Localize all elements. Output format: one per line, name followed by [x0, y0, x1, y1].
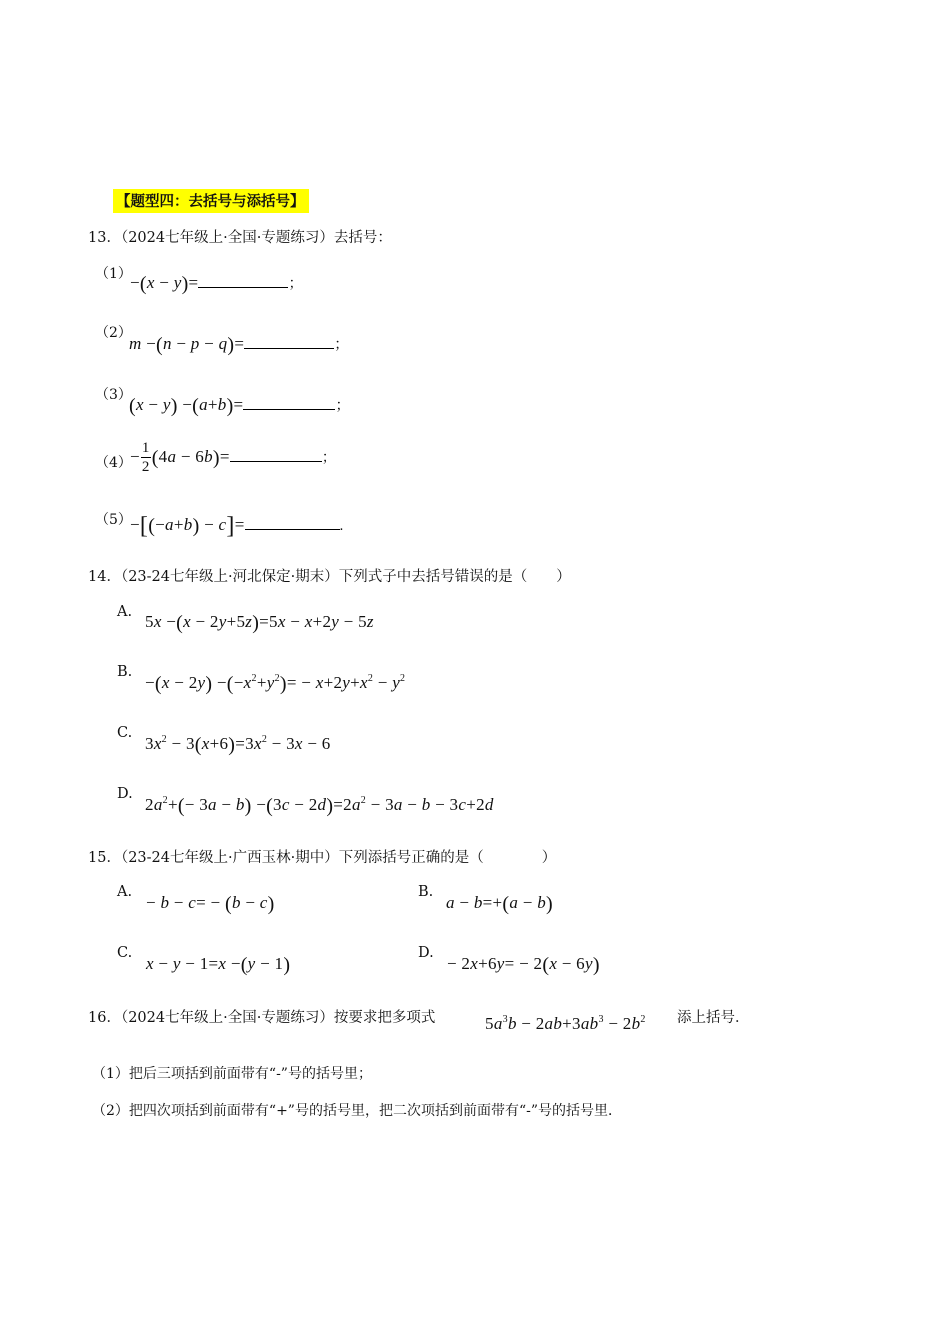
question-number: 15． [88, 850, 121, 866]
answer-blank[interactable] [244, 334, 334, 349]
question-number: 13． [88, 230, 121, 246]
question-source: （2024七年级上·全国·专题练习） [120, 1010, 334, 1026]
question-prompt: 按要求把多项式 [333, 1010, 436, 1026]
q15-option-b-expression[interactable]: a − b=+(a − b) [446, 893, 553, 915]
q13-part-1-label: （1） [95, 266, 132, 282]
q13-part-4-end: ； [321, 449, 337, 466]
q15-option-c-label[interactable]: C. [117, 945, 133, 961]
section-title: 【题型四：去括号与添括号】 [113, 189, 309, 213]
q16-sub-1: （1）把后三项括到前面带有“-”号的括号里； [92, 1066, 372, 1082]
q15-option-a-expression[interactable]: − b − c= − (b − c) [146, 893, 275, 915]
q14-option-b-expression[interactable]: $-(x - 2y) -(-x^2+y^2)= - x+2y+x^2 - y^2$ [145, 673, 406, 695]
q14-option-d-expression[interactable]: $2a^2+(- 3a - b) -(3c - 2d)=2a^2 - 3a - b - 3c+2d$ [145, 795, 494, 817]
q16-prompt-end: 添上括号． [677, 1010, 750, 1026]
q14-option-b-label[interactable]: B. [117, 664, 133, 680]
q16-polynomial: $5a^3b - 2ab+3ab^3 - 2b^2$ [485, 1014, 646, 1033]
answer-blank[interactable] [230, 447, 322, 462]
q15-option-a-label[interactable]: A. [117, 884, 133, 900]
q15-option-d-expression[interactable]: − 2x+6y= − 2(x − 6y) [447, 954, 600, 976]
q13-part-5-label: （5） [95, 512, 132, 528]
q13-part-4-expression: − $\frac{1}{2}$ (4a − 6b)= ； [130, 440, 337, 475]
q13-part-2-label: （2） [95, 325, 132, 341]
question-number: 14． [88, 569, 121, 585]
question-source: （2024七年级上·全国·专题练习） [120, 230, 334, 246]
answer-blank[interactable] [243, 395, 335, 410]
question-prompt: 下列添括号正确的是（ ） [338, 850, 557, 866]
q13-part-4-label: （4） [95, 455, 132, 471]
answer-blank[interactable] [198, 273, 288, 288]
question-prompt: 下列式子中去括号错误的是（ ） [338, 569, 571, 585]
question-14-header [88, 565, 571, 586]
q14-option-c-expression[interactable]: $3x^2 - 3(x+6)=3x^2 - 3x - 6$ [145, 734, 331, 756]
q14-option-a-label[interactable]: A. [117, 604, 133, 620]
question-source: （23-24七年级上·河北保定·期末） [120, 569, 339, 585]
q15-option-b-label[interactable]: B. [418, 884, 434, 900]
question-16-header [88, 1006, 435, 1027]
question-13-header [88, 226, 392, 247]
q14-option-a-expression[interactable]: 5x −(x − 2y+5z)=5x − x+2y − 5z [145, 612, 374, 634]
question-prompt: 去括号： [333, 230, 392, 246]
q13-part-2-expression: m −(n − p − q)= ； [129, 334, 350, 356]
q15-option-d-label[interactable]: D. [418, 945, 434, 961]
q13-part-1-expression: −(x − y)= ； [130, 273, 304, 295]
q14-option-c-label[interactable]: C. [117, 725, 133, 741]
question-number: 16． [88, 1010, 121, 1026]
q14-option-d-label[interactable]: D. [117, 786, 133, 802]
q13-part-1-end: ； [288, 276, 304, 292]
q13-part-5-expression: −[(−a+b) − c]= . [130, 513, 344, 539]
question-source: （23-24七年级上·广西玉林·期中） [120, 850, 339, 866]
q13-part-3-end: ； [335, 398, 351, 414]
answer-blank[interactable] [245, 515, 340, 530]
fraction-one-half: $\frac{1}{2}$ [141, 440, 150, 475]
q13-part-2-end: ； [334, 337, 350, 353]
question-15-header [88, 846, 556, 867]
q15-option-c-expression[interactable]: x − y − 1=x −(y − 1) [146, 954, 291, 976]
q13-part-5-end: . [339, 518, 344, 534]
q16-sub-2: （2）把四次项括到前面带有“+”号的括号里，把二次项括到前面带有“-”号的括号里． [92, 1103, 622, 1119]
q13-part-3-label: （3） [95, 387, 132, 403]
q13-part-3-expression: (x − y) −(a+b)= ； [129, 395, 351, 417]
